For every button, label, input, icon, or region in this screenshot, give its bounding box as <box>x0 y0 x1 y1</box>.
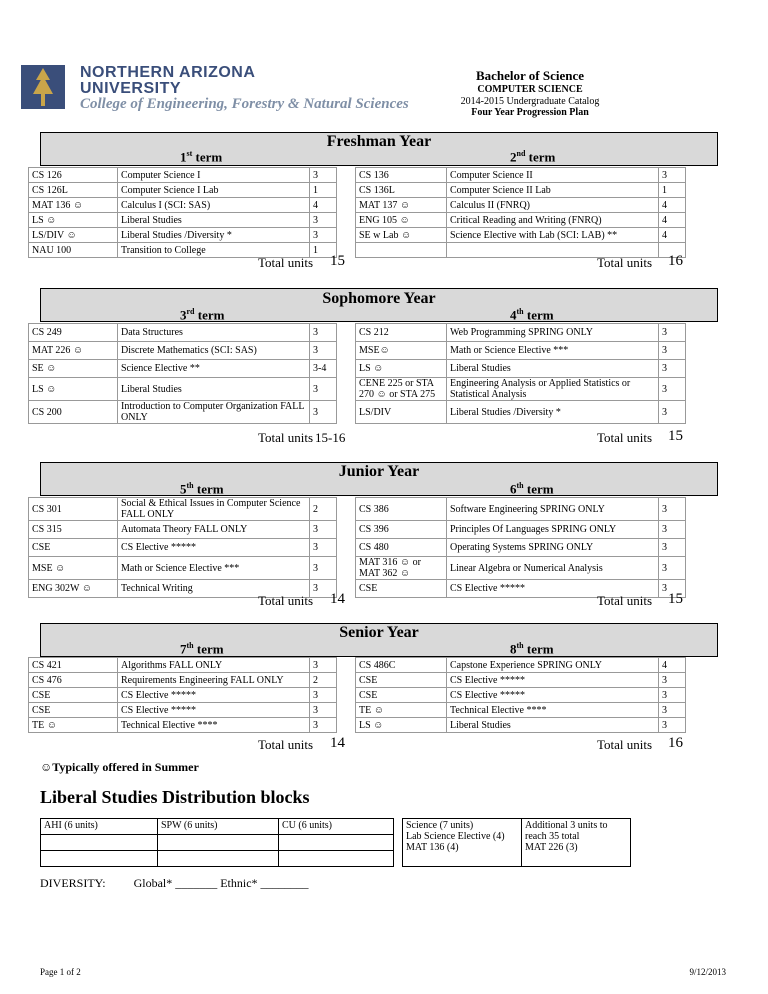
course-units: 3 <box>310 718 337 733</box>
course-name: Liberal Studies <box>118 378 310 401</box>
liberal-studies-table <box>40 818 631 867</box>
diversity-line <box>40 876 309 891</box>
course-row <box>29 498 686 521</box>
course-units: 3 <box>659 342 686 360</box>
course-code: CSE <box>29 703 118 718</box>
course-row <box>29 168 686 183</box>
course-code: CS 126 <box>29 168 118 183</box>
course-units: 3 <box>659 498 686 521</box>
course-row <box>29 378 686 401</box>
course-code: CSE <box>356 673 447 688</box>
term-6-total-label: Total units <box>597 593 653 608</box>
term-6-total: 15 <box>668 591 683 607</box>
course-units: 3 <box>310 324 337 342</box>
term-4-total: 15 <box>668 428 683 444</box>
course-code: CS 200 <box>29 401 118 424</box>
course-units: 1 <box>659 183 686 198</box>
course-units: 3 <box>310 213 337 228</box>
course-name: Algorithms FALL ONLY <box>118 658 310 673</box>
course-row <box>29 658 686 673</box>
course-units: 3 <box>659 378 686 401</box>
course-name: Technical Elective **** <box>447 703 659 718</box>
course-code: LS ☺ <box>356 360 447 378</box>
junior-year-title: Junior Year <box>338 463 420 480</box>
course-code: LS/DIV ☺ <box>29 228 118 243</box>
term-3-heading: 3rd term <box>180 307 225 323</box>
liberal-studies-title: Liberal Studies Distribution blocks <box>40 787 310 807</box>
course-units: 3 <box>659 168 686 183</box>
course-row <box>29 228 686 243</box>
course-name: Requirements Engineering FALL ONLY <box>118 673 310 688</box>
course-units: 3-4 <box>310 360 337 378</box>
course-units: 3 <box>659 718 686 733</box>
course-name: Transition to College <box>118 243 310 258</box>
university-logo <box>20 62 409 112</box>
course-code: NAU 100 <box>29 243 118 258</box>
course-name: Liberal Studies <box>447 718 659 733</box>
ls-spw-cell: SPW (6 units) <box>158 819 279 835</box>
course-name: Liberal Studies <box>118 213 310 228</box>
course-units: 3 <box>659 557 686 580</box>
logo-text-line3: College of Engineering, Forestry & Natural Sciences <box>80 96 409 112</box>
course-row <box>29 324 686 342</box>
course-row <box>29 703 686 718</box>
course-units: 2 <box>310 673 337 688</box>
course-code: CSE <box>29 688 118 703</box>
course-units: 3 <box>310 539 337 557</box>
course-name: Operating Systems SPRING ONLY <box>447 539 659 557</box>
course-row <box>29 521 686 539</box>
course-name: CS Elective ***** <box>118 703 310 718</box>
catalog-year: 2014-2015 Undergraduate Catalog <box>460 96 600 107</box>
course-name: Critical Reading and Writing (FNRQ) <box>447 213 659 228</box>
course-name: Calculus II (FNRQ) <box>447 198 659 213</box>
term-8-total-label: Total units <box>597 737 653 752</box>
course-name: Liberal Studies <box>447 360 659 378</box>
course-code: CSE <box>356 688 447 703</box>
course-code: LS ☺ <box>356 718 447 733</box>
course-units: 4 <box>659 658 686 673</box>
course-name: Computer Science II Lab <box>447 183 659 198</box>
course-units: 3 <box>659 539 686 557</box>
course-name: Math or Science Elective *** <box>118 557 310 580</box>
course-code: ENG 302W ☺ <box>29 580 118 598</box>
course-code: CS 249 <box>29 324 118 342</box>
course-units: 3 <box>310 521 337 539</box>
term-6-heading: 6th term <box>510 481 554 497</box>
course-name: Linear Algebra or Numerical Analysis <box>447 557 659 580</box>
course-code: CS 421 <box>29 658 118 673</box>
course-name: Technical Writing <box>118 580 310 598</box>
course-name: Computer Science I Lab <box>118 183 310 198</box>
course-code <box>356 243 447 258</box>
course-units: 3 <box>659 580 686 598</box>
course-code: CS 136 <box>356 168 447 183</box>
freshman-year-title: Freshman Year <box>326 133 432 150</box>
term-8-heading: 8th term <box>510 641 554 657</box>
course-code: CS 301 <box>29 498 118 521</box>
course-name: Computer Science II <box>447 168 659 183</box>
term-7-total: 14 <box>330 735 345 751</box>
course-code: MAT 137 ☺ <box>356 198 447 213</box>
course-code: MAT 136 ☺ <box>29 198 118 213</box>
course-name: CS Elective ***** <box>118 688 310 703</box>
course-code: TE ☺ <box>356 703 447 718</box>
course-name: Introduction to Computer Organization FALL ONLY <box>118 401 310 424</box>
course-code: CS 396 <box>356 521 447 539</box>
senior-year-title: Senior Year <box>339 624 419 641</box>
summer-note: ☺Typically offered in Summer <box>40 760 199 774</box>
course-name: Liberal Studies /Diversity * <box>447 401 659 424</box>
course-code: SE ☺ <box>29 360 118 378</box>
course-code: CSE <box>29 539 118 557</box>
course-name: Engineering Analysis or Applied Statistics or Statistical Analysis <box>447 378 659 401</box>
major-title: COMPUTER SCIENCE <box>477 84 583 95</box>
term-4-total-label: Total units <box>597 430 653 445</box>
course-name: Software Engineering SPRING ONLY <box>447 498 659 521</box>
term-2-total: 16 <box>668 253 683 269</box>
course-units: 1 <box>310 243 337 258</box>
course-code: MAT 226 ☺ <box>29 342 118 360</box>
course-code: CS 486C <box>356 658 447 673</box>
course-units: 3 <box>659 521 686 539</box>
term-8-total: 16 <box>668 735 683 751</box>
course-units: 3 <box>310 228 337 243</box>
course-name: Data Structures <box>118 324 310 342</box>
course-name: Computer Science I <box>118 168 310 183</box>
course-code: ENG 105 ☺ <box>356 213 447 228</box>
course-row <box>29 580 686 598</box>
course-units: 2 <box>310 498 337 521</box>
term-1-total: 15 <box>330 253 345 269</box>
course-row <box>29 360 686 378</box>
course-code: MAT 316 ☺ or MAT 362 ☺ <box>356 557 447 580</box>
course-code: MSE ☺ <box>29 557 118 580</box>
print-date: 9/12/2013 <box>689 967 726 977</box>
course-row <box>29 688 686 703</box>
course-name: Automata Theory FALL ONLY <box>118 521 310 539</box>
course-row <box>29 401 686 424</box>
degree-title: Bachelor of Science <box>475 68 585 83</box>
term-7-total-label: Total units <box>258 737 314 752</box>
nau-seal-icon <box>20 64 66 110</box>
course-code: CENE 225 or STA 270 ☺ or STA 275 <box>356 378 447 401</box>
course-units: 3 <box>310 342 337 360</box>
term-7-heading: 7th term <box>180 641 224 657</box>
course-units: 4 <box>310 198 337 213</box>
course-code: LS ☺ <box>29 213 118 228</box>
course-name: Science Elective with Lab (SCI: LAB) ** <box>447 228 659 243</box>
course-units: 3 <box>310 658 337 673</box>
course-name: CS Elective ***** <box>447 673 659 688</box>
course-name: Science Elective ** <box>118 360 310 378</box>
course-row <box>29 557 686 580</box>
term-5-heading: 5th term <box>180 481 224 497</box>
term-3-total-label: Total units <box>258 430 314 445</box>
course-units: 3 <box>659 673 686 688</box>
course-row <box>29 243 686 258</box>
term-1-heading: 1st term <box>180 149 223 165</box>
logo-text-line2: UNIVERSITY <box>80 80 182 97</box>
term-1-total-label: Total units <box>258 255 314 270</box>
course-units: 3 <box>659 703 686 718</box>
course-code: CS 126L <box>29 183 118 198</box>
course-units: 4 <box>659 228 686 243</box>
course-code: CS 386 <box>356 498 447 521</box>
course-code: CS 480 <box>356 539 447 557</box>
term-2-total-label: Total units <box>597 255 653 270</box>
term-4-heading: 4th term <box>510 307 554 323</box>
course-units: 3 <box>310 580 337 598</box>
course-row <box>29 342 686 360</box>
course-row <box>29 198 686 213</box>
course-code: CS 315 <box>29 521 118 539</box>
term-5-total-label: Total units <box>258 593 314 608</box>
course-units: 1 <box>310 183 337 198</box>
course-units: 3 <box>310 168 337 183</box>
course-name: CS Elective ***** <box>118 539 310 557</box>
course-units: 3 <box>310 557 337 580</box>
course-units: 4 <box>659 213 686 228</box>
course-code: MSE☺ <box>356 342 447 360</box>
course-name: Web Programming SPRING ONLY <box>447 324 659 342</box>
ls-science-cell: Science (7 units) Lab Science Elective (4) MAT 136 (4) <box>403 819 522 867</box>
course-row <box>29 718 686 733</box>
course-name: Capstone Experience SPRING ONLY <box>447 658 659 673</box>
ls-ahi-cell: AHI (6 units) <box>41 819 158 835</box>
course-row <box>29 673 686 688</box>
course-name: Calculus I (SCI: SAS) <box>118 198 310 213</box>
course-code: TE ☺ <box>29 718 118 733</box>
sophomore-year-title: Sophomore Year <box>322 290 436 307</box>
course-name: CS Elective ***** <box>447 580 659 598</box>
course-name: Math or Science Elective *** <box>447 342 659 360</box>
course-name: Discrete Mathematics (SCI: SAS) <box>118 342 310 360</box>
course-units: 3 <box>659 324 686 342</box>
course-code: CS 476 <box>29 673 118 688</box>
term-5-total: 14 <box>330 591 345 607</box>
plan-title: Four Year Progression Plan <box>471 107 589 118</box>
sophomore-course-table <box>28 323 686 424</box>
ls-cu-cell: CU (6 units) <box>279 819 394 835</box>
course-name: Technical Elective **** <box>118 718 310 733</box>
course-name: Social & Ethical Issues in Computer Science FALL ONLY <box>118 498 310 521</box>
course-code: LS/DIV <box>356 401 447 424</box>
term-3-total: 15-16 <box>315 430 346 445</box>
course-code: CSE <box>356 580 447 598</box>
ls-additional-cell: Additional 3 units to reach 35 total MAT 226 (3) <box>522 819 631 867</box>
term-2-heading: 2nd term <box>510 149 556 165</box>
page-number: Page 1 of 2 <box>40 967 81 977</box>
diversity-fields: Global* _______ Ethnic* ________ <box>133 876 309 890</box>
freshman-course-table <box>28 167 686 258</box>
course-units: 3 <box>310 378 337 401</box>
course-code: LS ☺ <box>29 378 118 401</box>
course-units: 3 <box>310 401 337 424</box>
course-code: CS 136L <box>356 183 447 198</box>
junior-course-table <box>28 497 686 598</box>
course-units: 3 <box>659 360 686 378</box>
logo-text-line1: NORTHERN ARIZONA <box>80 64 256 81</box>
course-units: 3 <box>310 688 337 703</box>
course-code: SE w Lab ☺ <box>356 228 447 243</box>
senior-course-table <box>28 657 686 733</box>
course-row <box>29 183 686 198</box>
course-name: Principles Of Languages SPRING ONLY <box>447 521 659 539</box>
course-units: 3 <box>310 703 337 718</box>
course-units: 3 <box>659 688 686 703</box>
course-units: 3 <box>659 401 686 424</box>
course-units: 4 <box>659 198 686 213</box>
course-code: CS 212 <box>356 324 447 342</box>
diversity-label: DIVERSITY: <box>40 876 106 890</box>
course-row <box>29 213 686 228</box>
course-name: CS Elective ***** <box>447 688 659 703</box>
course-row <box>29 539 686 557</box>
course-name: Liberal Studies /Diversity * <box>118 228 310 243</box>
